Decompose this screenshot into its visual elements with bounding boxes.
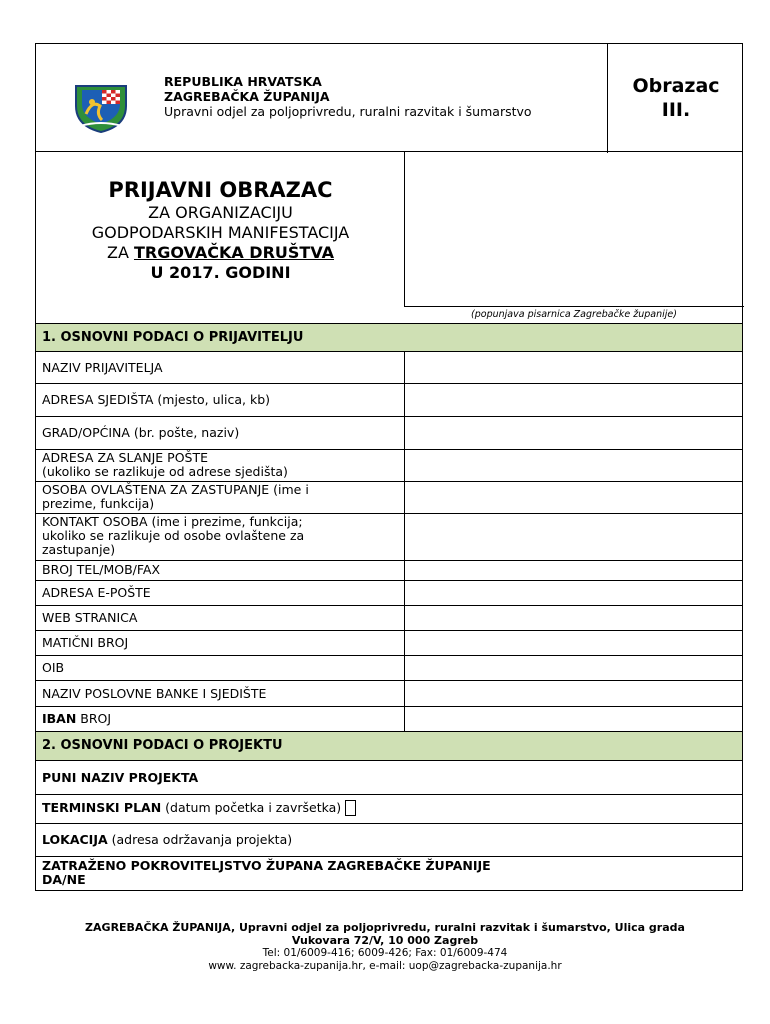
table-row — [35, 581, 743, 606]
table-row — [35, 514, 743, 561]
iban-label-rest: BROJ — [76, 711, 112, 726]
row-label-location — [42, 833, 292, 847]
bank-field[interactable] — [405, 681, 742, 706]
table-row — [35, 631, 743, 656]
table-row — [35, 384, 743, 417]
title-line-4-prefix: ZA — [106, 243, 134, 262]
table-row — [35, 482, 743, 514]
table-row — [35, 795, 743, 824]
iban-field[interactable] — [405, 707, 742, 731]
title-line-2: ZA ORGANIZACIJU — [148, 203, 293, 222]
form-title — [36, 177, 405, 283]
mailing-address-field[interactable] — [405, 450, 742, 481]
table-row — [35, 824, 743, 857]
form-number-value: III. — [661, 99, 691, 121]
form-header — [35, 43, 743, 152]
row-label-patronage — [42, 859, 491, 887]
row-label-bank: NAZIV POSLOVNE BANKE I SJEDIŠTE — [42, 686, 267, 701]
email-field[interactable] — [405, 581, 742, 605]
checkbox-icon[interactable] — [345, 800, 356, 816]
website-field[interactable] — [405, 606, 742, 630]
row-label-mailing-address: ADRESA ZA SLANJE POŠTE (ukoliko se razlikuje od adrese sjedišta) — [42, 450, 288, 479]
row-label-iban — [42, 712, 111, 726]
city-municipality-field[interactable] — [405, 417, 742, 449]
row-label-headquarters-address: ADRESA SJEDIŠTA (mjesto, ulica, kb) — [42, 392, 271, 407]
registration-number-field[interactable] — [405, 631, 742, 655]
authorized-person-field[interactable] — [405, 482, 742, 513]
title-line-4-emphasis: TRGOVAČKA DRUŠTVA — [133, 243, 335, 262]
table-row — [35, 681, 743, 707]
section-2-heading — [35, 732, 743, 761]
footer-phone: Tel: 01/6009-416; 6009-426; Fax: 01/6009-474 — [262, 947, 508, 959]
registry-stamp-note: (popunjava pisarnica Zagrebačke županije) — [471, 309, 677, 320]
table-row — [35, 606, 743, 631]
row-label-city-municipality: GRAD/OPĆINA (br. pošte, naziv) — [42, 425, 240, 440]
schedule-label-rest: (datum početka i završetka) — [161, 800, 342, 815]
location-label-rest: (adresa održavanja projekta) — [107, 832, 293, 847]
registry-stamp-field[interactable] — [404, 151, 744, 307]
section-2-title: 2. OSNOVNI PODACI O PROJEKTU — [42, 738, 283, 753]
table-row — [35, 417, 743, 450]
row-label-email: ADRESA E-POŠTE — [42, 585, 151, 600]
page-footer — [0, 922, 770, 972]
issuer-county: ZAGREBAČKA ŽUPANIJA — [164, 89, 330, 104]
form-number-label: Obrazac — [632, 75, 720, 97]
row-label-applicant-name: NAZIV PRIJAVITELJA — [42, 360, 163, 375]
applicant-name-field[interactable] — [405, 352, 742, 383]
patronage-yes-no: DA/NE — [42, 872, 86, 887]
schedule-label-bold: TERMINSKI PLAN — [42, 800, 162, 815]
issuer-country: REPUBLIKA HRVATSKA — [164, 74, 322, 89]
table-row — [35, 761, 743, 795]
issuer-block — [164, 74, 532, 119]
row-label-website: WEB STRANICA — [42, 610, 138, 625]
headquarters-address-field[interactable] — [405, 384, 742, 416]
row-label-contact-person: KONTAKT OSOBA (ime i prezime, funkcija; ukoliko se razlikuje od osobe ovlaštene za zastupanje) — [42, 514, 305, 557]
form-number — [608, 74, 744, 122]
table-row — [35, 707, 743, 732]
title-line-3: GODPODARSKIH MANIFESTACIJA — [91, 223, 350, 242]
patronage-line-1: ZATRAŽENO POKROVITELJSTVO ŽUPANA ZAGREBAČKE ŽUPANIJE — [42, 858, 491, 873]
row-label-schedule — [42, 800, 356, 816]
row-label-oib: OIB — [42, 660, 65, 675]
table-row — [35, 857, 743, 891]
title-block — [35, 151, 743, 323]
footer-web-email: www. zagrebacka-zupanija.hr, e-mail: uop@zagrebacka-zupanija.hr — [208, 959, 562, 972]
title-line-4 — [36, 243, 405, 263]
footer-address-line-1: ZAGREBAČKA ŽUPANIJA, Upravni odjel za poljoprivredu, ruralni razvitak i šumarstvo, Ulica grada — [85, 921, 685, 934]
footer-address-line-2: Vukovara 72/V, 10 000 Zagreb — [291, 933, 479, 947]
table-row — [35, 656, 743, 681]
table-row — [35, 352, 743, 384]
contact-person-field[interactable] — [405, 514, 742, 560]
phone-field[interactable] — [405, 561, 742, 580]
table-row — [35, 561, 743, 581]
section-1-heading — [35, 323, 743, 352]
application-form — [35, 43, 743, 891]
county-coat-of-arms-icon — [72, 80, 130, 134]
row-label-phone: BROJ TEL/MOB/FAX — [42, 562, 161, 577]
row-label-authorized-person: OSOBA OVLAŠTENA ZA ZASTUPANJE (ime i prezime, funkcija) — [42, 482, 309, 511]
oib-field[interactable] — [405, 656, 742, 680]
location-label-bold: LOKACIJA — [42, 832, 108, 847]
row-label-registration-number: MATIČNI BROJ — [42, 635, 129, 650]
title-year: U 2017. GODINI — [150, 263, 291, 282]
title-main: PRIJAVNI OBRAZAC — [108, 178, 333, 202]
issuer-department: Upravni odjel za poljoprivredu, ruralni razvitak i šumarstvo — [164, 104, 532, 119]
row-label-project-name: PUNI NAZIV PROJEKTA — [42, 770, 199, 785]
iban-label-bold: IBAN — [42, 711, 77, 726]
table-row — [35, 450, 743, 482]
section-1-title: 1. OSNOVNI PODACI O PRIJAVITELJU — [42, 330, 304, 345]
